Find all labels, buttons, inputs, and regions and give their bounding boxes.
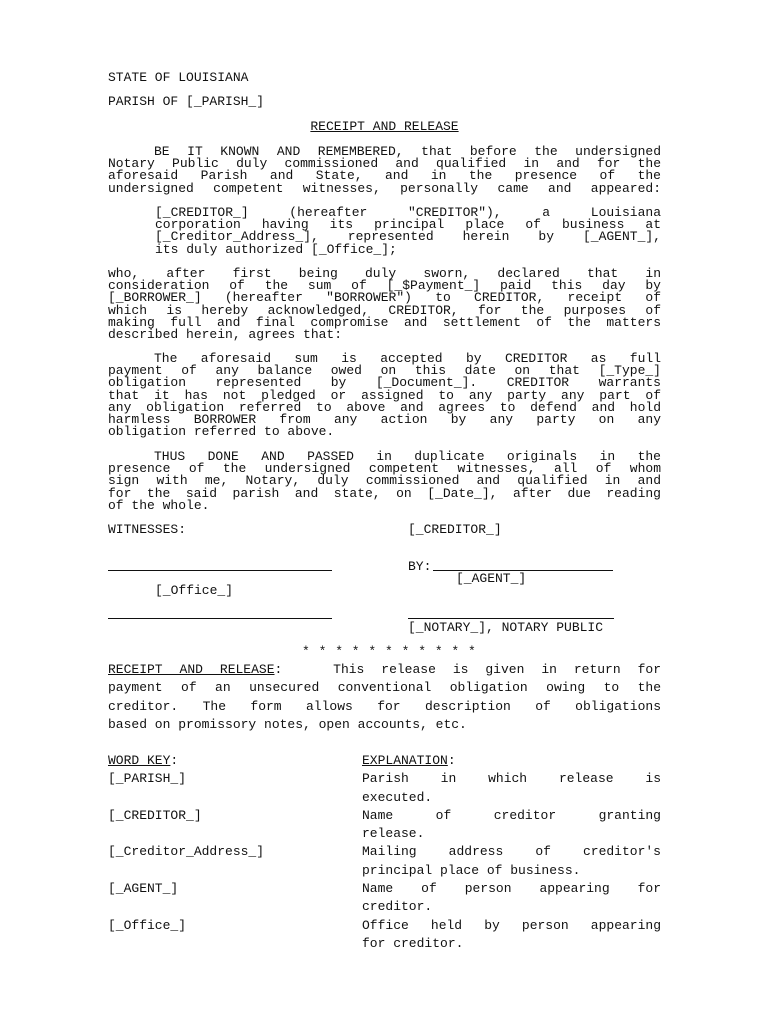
paragraph-line: corporation having its principal place of business at <box>155 217 661 233</box>
paragraph-line: that it has not pledged or assigned to any party any part of <box>108 387 661 403</box>
acceptance-paragraph <box>108 353 661 438</box>
paragraph-line: obligation referred to above. <box>108 424 335 440</box>
table-row <box>108 880 661 917</box>
table-row <box>108 917 661 954</box>
explanation-cell: principal place of business. <box>362 862 581 878</box>
office-label: [_Office_] <box>155 583 234 598</box>
parish-heading: PARISH OF [_PARISH_] <box>108 94 265 109</box>
paragraph-line: Notary Public duly commissioned and qualified in and for the <box>108 156 661 172</box>
paragraph-line: [_CREDITOR_] (hereafter "CREDITOR"), a Louisiana <box>155 205 661 220</box>
table-row <box>108 807 661 844</box>
agent-name: [_AGENT_] <box>456 571 527 586</box>
paragraph-line: This release is given in return for <box>333 662 662 677</box>
paragraph-line: making full and final compromise and settlement of the matters <box>108 314 661 330</box>
form-description: RECEIPT AND RELEASE: This release is given in return for payment of an unsecured conventional obligation owing to the creditor. The form allows for description of obligations based on promissory notes, open accounts, etc. <box>108 661 661 734</box>
by-label: BY: <box>408 559 432 574</box>
notary-signature-line <box>408 618 614 619</box>
explanation-cell: release. <box>362 826 425 842</box>
consideration-paragraph <box>108 268 661 341</box>
paragraph-line: sign with me, Notary, duly commissioned and qualified in and <box>108 473 661 489</box>
explanation-cell: Mailing address of creditor's <box>362 844 661 860</box>
paragraph-line: of the whole. <box>108 497 210 513</box>
paragraph-line: creditor. The form allows for description of obligations <box>108 698 661 714</box>
table-row <box>108 770 661 807</box>
paragraph-line: The aforesaid sum is accepted by CREDITOR as full <box>154 351 661 366</box>
paragraph-line: based on promissory notes, open accounts, etc. <box>108 716 467 732</box>
intro-paragraph <box>108 146 661 195</box>
explanation-cell: executed. <box>362 789 433 805</box>
word-key-header: WORD KEY <box>108 753 171 768</box>
paragraph-line: its duly authorized [_Office_]; <box>155 241 397 257</box>
creditor-signature-name: [_CREDITOR_] <box>408 522 502 537</box>
witnesses-label: WITNESSES: <box>108 522 187 537</box>
paragraph-line: payment of an unsecured conventional obligation owing to the <box>108 680 661 696</box>
paragraph-line: for the said parish and state, on [_Date_], after due reading <box>108 485 661 501</box>
paragraph-line: [_BORROWER_] (hereafter "BORROWER") to CREDITOR, receipt of <box>108 290 661 306</box>
table-header-row: WORD KEY: EXPLANATION: <box>108 753 456 768</box>
paragraph-line: obligation represented by [_Document_]. CREDITOR warrants <box>108 375 661 391</box>
explanation-cell: Parish in which release is <box>362 771 661 787</box>
word-key-table <box>108 752 661 953</box>
word-key-cell: [_CREDITOR_] <box>108 807 202 823</box>
paragraph-line: who, after first being duly sworn, declared that in <box>108 266 661 281</box>
explanation-cell: Name of creditor granting <box>362 807 661 823</box>
paragraph-line: presence of the undersigned competent witnesses, all of whom <box>108 461 661 477</box>
word-key-cell: [_AGENT_] <box>108 881 179 897</box>
explanation-cell: for creditor. <box>362 935 464 951</box>
paragraph-line: BE IT KNOWN AND REMEMBERED, that before the undersigned <box>154 144 661 159</box>
execution-paragraph <box>108 451 661 512</box>
description-heading: RECEIPT AND RELEASE <box>108 662 275 677</box>
section-separator: * * * * * * * * * * * <box>302 644 477 659</box>
explanation-header: EXPLANATION <box>362 753 448 768</box>
creditor-paragraph <box>155 207 661 256</box>
explanation-cell: creditor. <box>362 899 433 915</box>
paragraph-line: THUS DONE AND PASSED in duplicate originals in the <box>154 449 661 464</box>
paragraph-line: described herein, agrees that: <box>108 327 343 343</box>
word-key-cell: [_Office_] <box>108 917 187 933</box>
paragraph-line: any obligation referred to above and agrees to defend and hold <box>108 399 661 415</box>
paragraph-line: aforesaid Parish and State, and in the presence of the <box>108 168 661 184</box>
word-key-cell: [_PARISH_] <box>108 771 187 787</box>
document-title: RECEIPT AND RELEASE <box>310 119 459 134</box>
paragraph-line: harmless BORROWER from any action by any party on any <box>108 412 661 428</box>
witness-signature-line-1 <box>108 570 332 571</box>
paragraph-line: which is hereby acknowledged, CREDITOR, for the purposes of <box>108 302 661 318</box>
paragraph-line: payment of any balance owed on this date on that [_Type_] <box>108 363 661 379</box>
explanation-cell: Name of person appearing for <box>362 881 661 897</box>
state-heading: STATE OF LOUISIANA <box>108 70 249 85</box>
witness-signature-line-2 <box>108 618 332 619</box>
notary-label: [_NOTARY_], NOTARY PUBLIC <box>408 620 604 635</box>
table-row <box>108 843 661 880</box>
paragraph-line: undersigned competent witnesses, personally came and appeared: <box>108 180 661 196</box>
word-key-cell: [_Creditor_Address_] <box>108 844 265 860</box>
paragraph-line: [_Creditor_Address_], represented herein by [_AGENT_], <box>155 229 661 245</box>
explanation-cell: Office held by person appearing <box>362 917 661 933</box>
paragraph-line: consideration of the sum of [_$Payment_] paid this day by <box>108 278 661 294</box>
